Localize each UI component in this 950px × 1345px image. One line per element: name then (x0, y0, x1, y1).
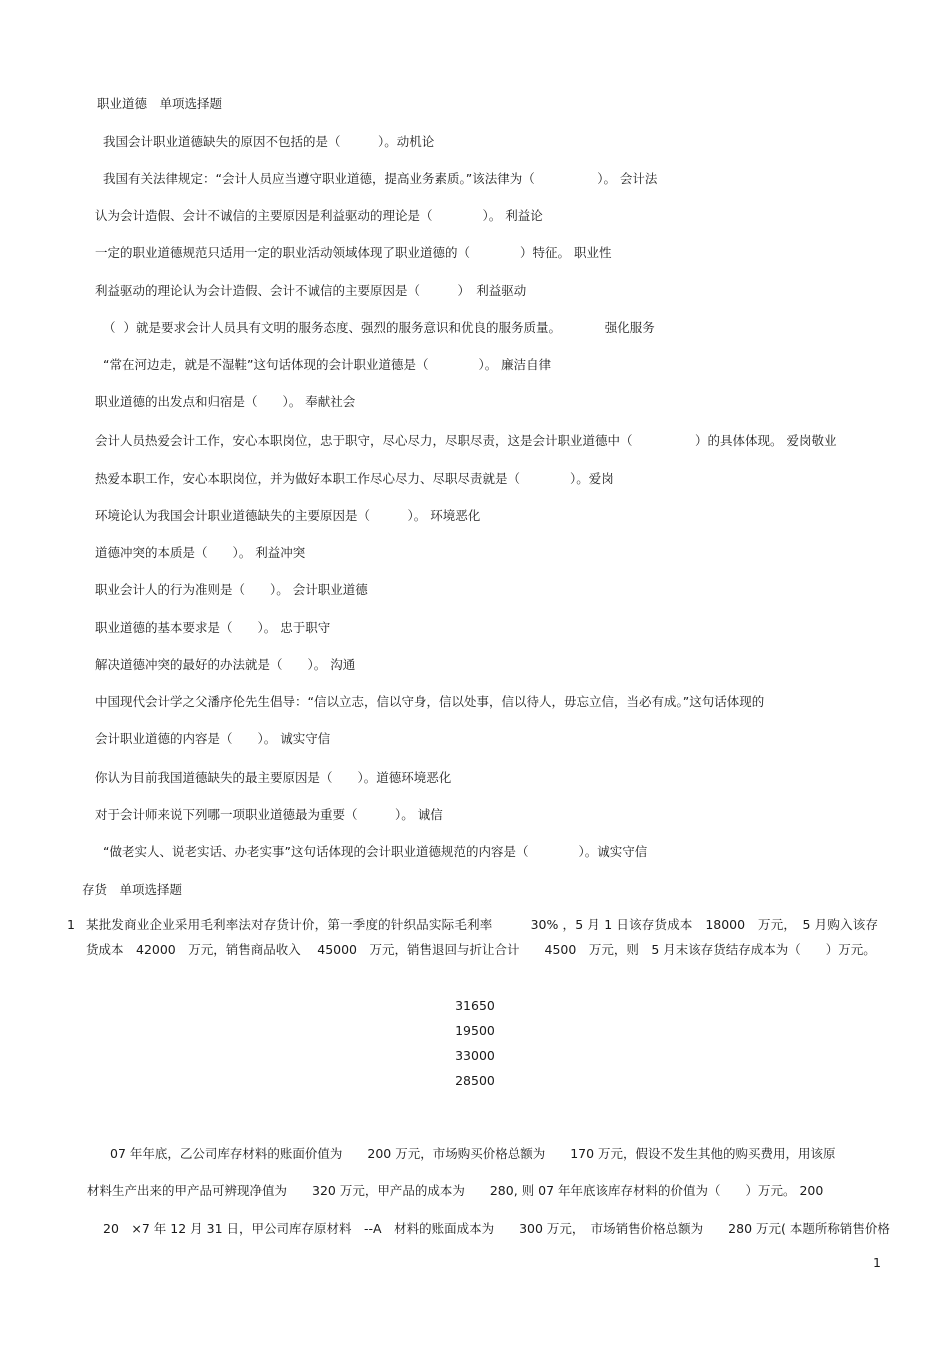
answer-option: 31650 (455, 998, 495, 1013)
question-line: 07 年年底，乙公司库存材料的账面价值为 200 万元，市场购买价格总额为 170 万元，假设不发生其他的购买费用，用该原 (110, 1146, 836, 1161)
question-number: 1 (67, 917, 75, 932)
question-line: 环境论认为我国会计职业道德缺失的主要原因是（ ）。 环境恶化 (95, 508, 481, 523)
question-text: 某批发商业企业采用毛利率法对存货计价，第一季度的针织品实际毛利率 30% ，5 月 1 日该存货成本 18000 万元， 5 月购入该存货成本 42000 万元，销售商品收入 45000 万元，销售退回与折让合计 4500 万元，则 5 月末该存货结存成本为（ ）万元。 (86, 917, 878, 957)
question-line: “常在河边走，就是不湿鞋”这句话体现的会计职业道德是（ ）。 廉洁自律 (103, 357, 552, 372)
section1-title: 职业道德 单项选择题 (97, 96, 223, 111)
question-line: 认为会计造假、会计不诚信的主要原因是利益驱动的理论是（ ）。 利益论 (95, 208, 543, 223)
question-line: 职业会计人的行为准则是（ ）。 会计职业道德 (95, 582, 368, 597)
question-line: “做老实人、说老实话、办老实事”这句话体现的会计职业道德规范的内容是（ ）。诚实守信 (103, 844, 648, 859)
question-line: 材料生产出来的甲产品可辨现净值为 320 万元，甲产品的成本为 280, 则 07 年年底该库存材料的价值为（ ）万元。 200 (87, 1183, 824, 1198)
question-line: （ ）就是要求会计人员具有文明的服务态度、强烈的服务意识和优良的服务质量。 强化服务 (103, 320, 655, 335)
question-line: 道德冲突的本质是（ ）。 利益冲突 (95, 545, 306, 560)
question-line: 利益驱动的理论认为会计造假、会计不诚信的主要原因是（ ） 利益驱动 (95, 283, 527, 298)
question-line: 中国现代会计学之父潘序伦先生倡导：“信以立志，信以守身，信以处事，信以待人，毋忘立信，当必有成。”这句话体现的 (95, 694, 765, 709)
question-line: 一定的职业道德规范只适用一定的职业活动领域体现了职业道德的（ ）特征。 职业性 (95, 245, 612, 260)
question-line: 职业道德的出发点和归宿是（ ）。 奉献社会 (95, 394, 356, 409)
question-line: 我国会计职业道德缺失的原因不包括的是（ ）。动机论 (103, 134, 435, 149)
question-line: 我国有关法律规定：“会计人员应当遵守职业道德，提高业务素质。”该法律为（ ）。 会计法 (103, 171, 658, 186)
question-line: 20 ×7 年 12 月 31 日，甲公司库存原材料 --A 材料的账面成本为 300 万元， 市场销售价格总额为 280 万元( 本题所称销售价格 (103, 1221, 890, 1236)
question-line: 对于会计师来说下列哪一项职业道德最为重要（ ）。 诚信 (95, 807, 443, 822)
section2-title: 存货 单项选择题 (82, 882, 183, 897)
question-line: 解决道德冲突的最好的办法就是（ ）。 沟通 (95, 657, 356, 672)
answer-option: 33000 (455, 1048, 495, 1063)
question-line: 会计职业道德的内容是（ ）。 诚实守信 (95, 731, 331, 746)
question-line: 会计人员热爱会计工作，安心本职岗位，忠于职守，尽心尽力，尽职尽责，这是会计职业道德中（ ）的具体体现。 爱岗敬业 (95, 433, 837, 448)
page-number: 1 (873, 1255, 881, 1270)
answer-option: 28500 (455, 1073, 495, 1088)
question-line: 职业道德的基本要求是（ ）。 忠于职守 (95, 620, 331, 635)
question-line: 你认为目前我国道德缺失的最主要原因是（ ）。道德环境恶化 (95, 770, 452, 785)
answer-option: 19500 (455, 1023, 495, 1038)
question-line: 热爱本职工作，安心本职岗位，并为做好本职工作尽心尽力、尽职尽责就是（ ）。爱岗 (95, 471, 614, 486)
